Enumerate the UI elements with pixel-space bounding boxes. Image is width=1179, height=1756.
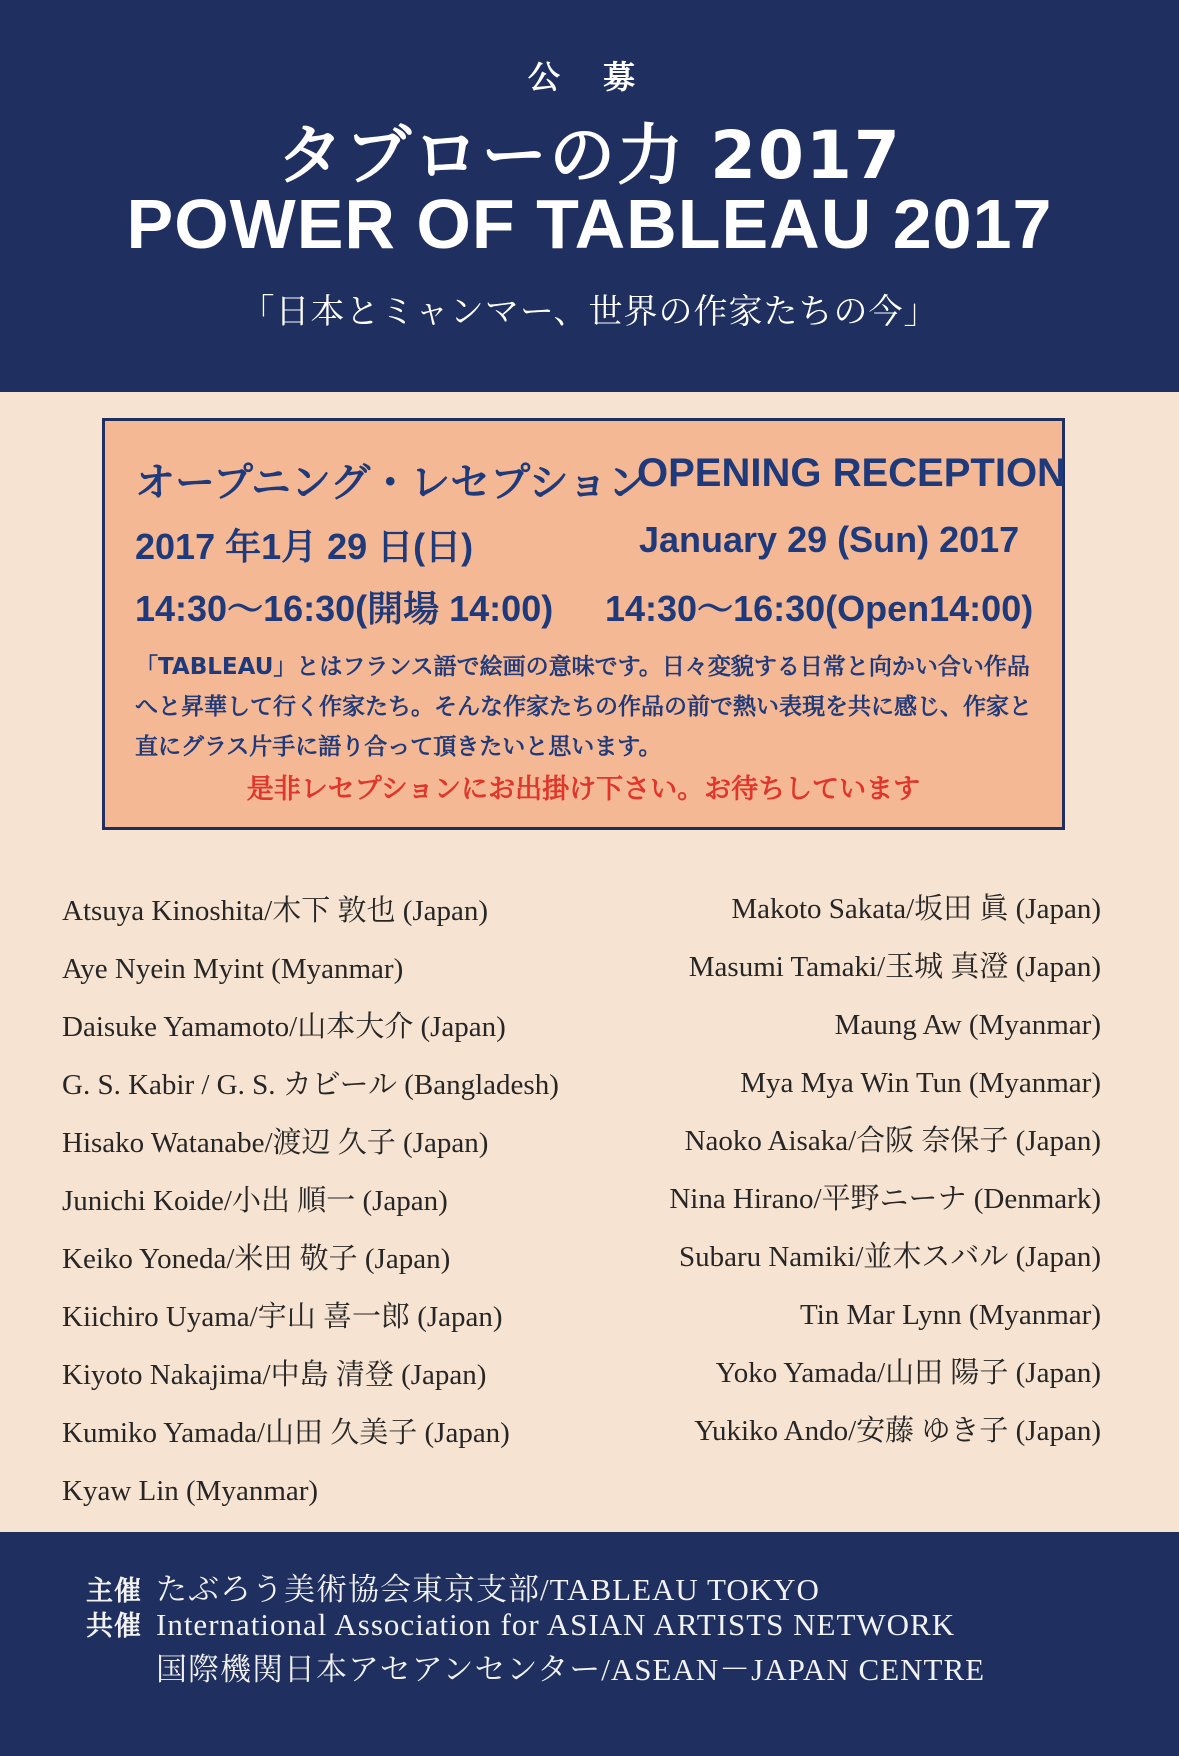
subtitle: 「日本とミャンマー、世界の作家たちの今」 [240,292,939,332]
organizer-name: たぶろう美術協会東京支部/TABLEAU TOKYO [156,1572,820,1607]
artist-name: G. S. Kabir / G. S. カビール (Bangladesh) [62,1069,559,1101]
footer-banner [0,1532,1179,1756]
reception-title-jp: オープニング・レセプション [135,461,648,505]
artist-name: Subaru Namiki/並木スバル (Japan) [678,1241,1101,1273]
reception-description: 「TABLEAU」とはフランス語で絵画の意味です。日々変貌する日常と向かい合い作品へと昇華して行く作家たち。そんな作家たちの作品の前で熱い表現を共に感じ、作家と直にグラス片手に語り合って頂きたいと思います。 [135,654,1032,760]
open-call-label: 公 募 [527,58,652,96]
cosponsor-name-1: International Association for ASIAN ARTISTS NETWORK [156,1607,956,1642]
header-banner [0,0,1179,392]
artist-name: Kumiko Yamada/山田 久美子 (Japan) [62,1417,510,1449]
artist-name: Yukiko Ando/安藤 ゆき子 (Japan) [694,1415,1101,1447]
cosponsor-line [86,1604,955,1643]
reception-time-jp: 14:30～16:30(開場 14:00) [135,588,554,629]
reception-box [102,418,1065,830]
reception-date-en: January 29 (Sun) 2017 [639,519,1020,560]
artist-name: Keiko Yoneda/米田 敬子 (Japan) [62,1243,451,1275]
artist-name: Kyaw Lin (Myanmar) [62,1475,319,1507]
organizer-label: 主催 [86,1576,142,1607]
cosponsor-name-2: 国際機関日本アセアンセンター/ASEAN－JAPAN CENTRE [156,1652,986,1687]
artist-name: Mya Mya Win Tun (Myanmar) [740,1067,1101,1099]
artist-list [0,870,1179,1510]
reception-date-jp: 2017 年1月 29 日(日) [135,526,474,567]
artist-column-left [62,882,602,1520]
reception-invite: 是非レセプションにお出掛け下さい。お待ちしています [246,774,921,805]
title-japanese: タブローの力 2017 [277,117,902,194]
artist-column-right [581,880,1101,1460]
artist-name: Hisako Watanabe/渡辺 久子 (Japan) [62,1127,489,1159]
artist-name: Maung Aw (Myanmar) [834,1009,1101,1041]
title-english: POWER OF TABLEAU 2017 [126,185,1053,263]
artist-name: Masumi Tamaki/玉城 真澄 (Japan) [688,951,1101,983]
organizer-line [86,1564,820,1609]
artist-name: Yoko Yamada/山田 陽子 (Japan) [715,1357,1101,1389]
artist-name: Daisuke Yamamoto/山本大介 (Japan) [62,1011,506,1043]
artist-name: Kiyoto Nakajima/中島 清登 (Japan) [62,1359,487,1391]
artist-name: Makoto Sakata/坂田 眞 (Japan) [731,893,1101,925]
artist-name: Junichi Koide/小出 順一 (Japan) [62,1185,448,1217]
artist-name: Atsuya Kinoshita/木下 敦也 (Japan) [62,895,489,927]
reception-time-en: 14:30～16:30(Open14:00) [605,588,1034,629]
artist-name: Nina Hirano/平野ニーナ (Denmark) [669,1183,1101,1215]
artist-name: Kiichiro Uyama/宇山 喜一郎 (Japan) [62,1301,503,1333]
reception-title-en: OPENING RECEPTION [637,451,1066,495]
cosponsor-label: 共催 [86,1611,142,1642]
artist-name: Aye Nyein Myint (Myanmar) [62,953,404,985]
artist-name: Tin Mar Lynn (Myanmar) [800,1299,1101,1331]
artist-name: Naoko Aisaka/合阪 奈保子 (Japan) [684,1125,1101,1157]
